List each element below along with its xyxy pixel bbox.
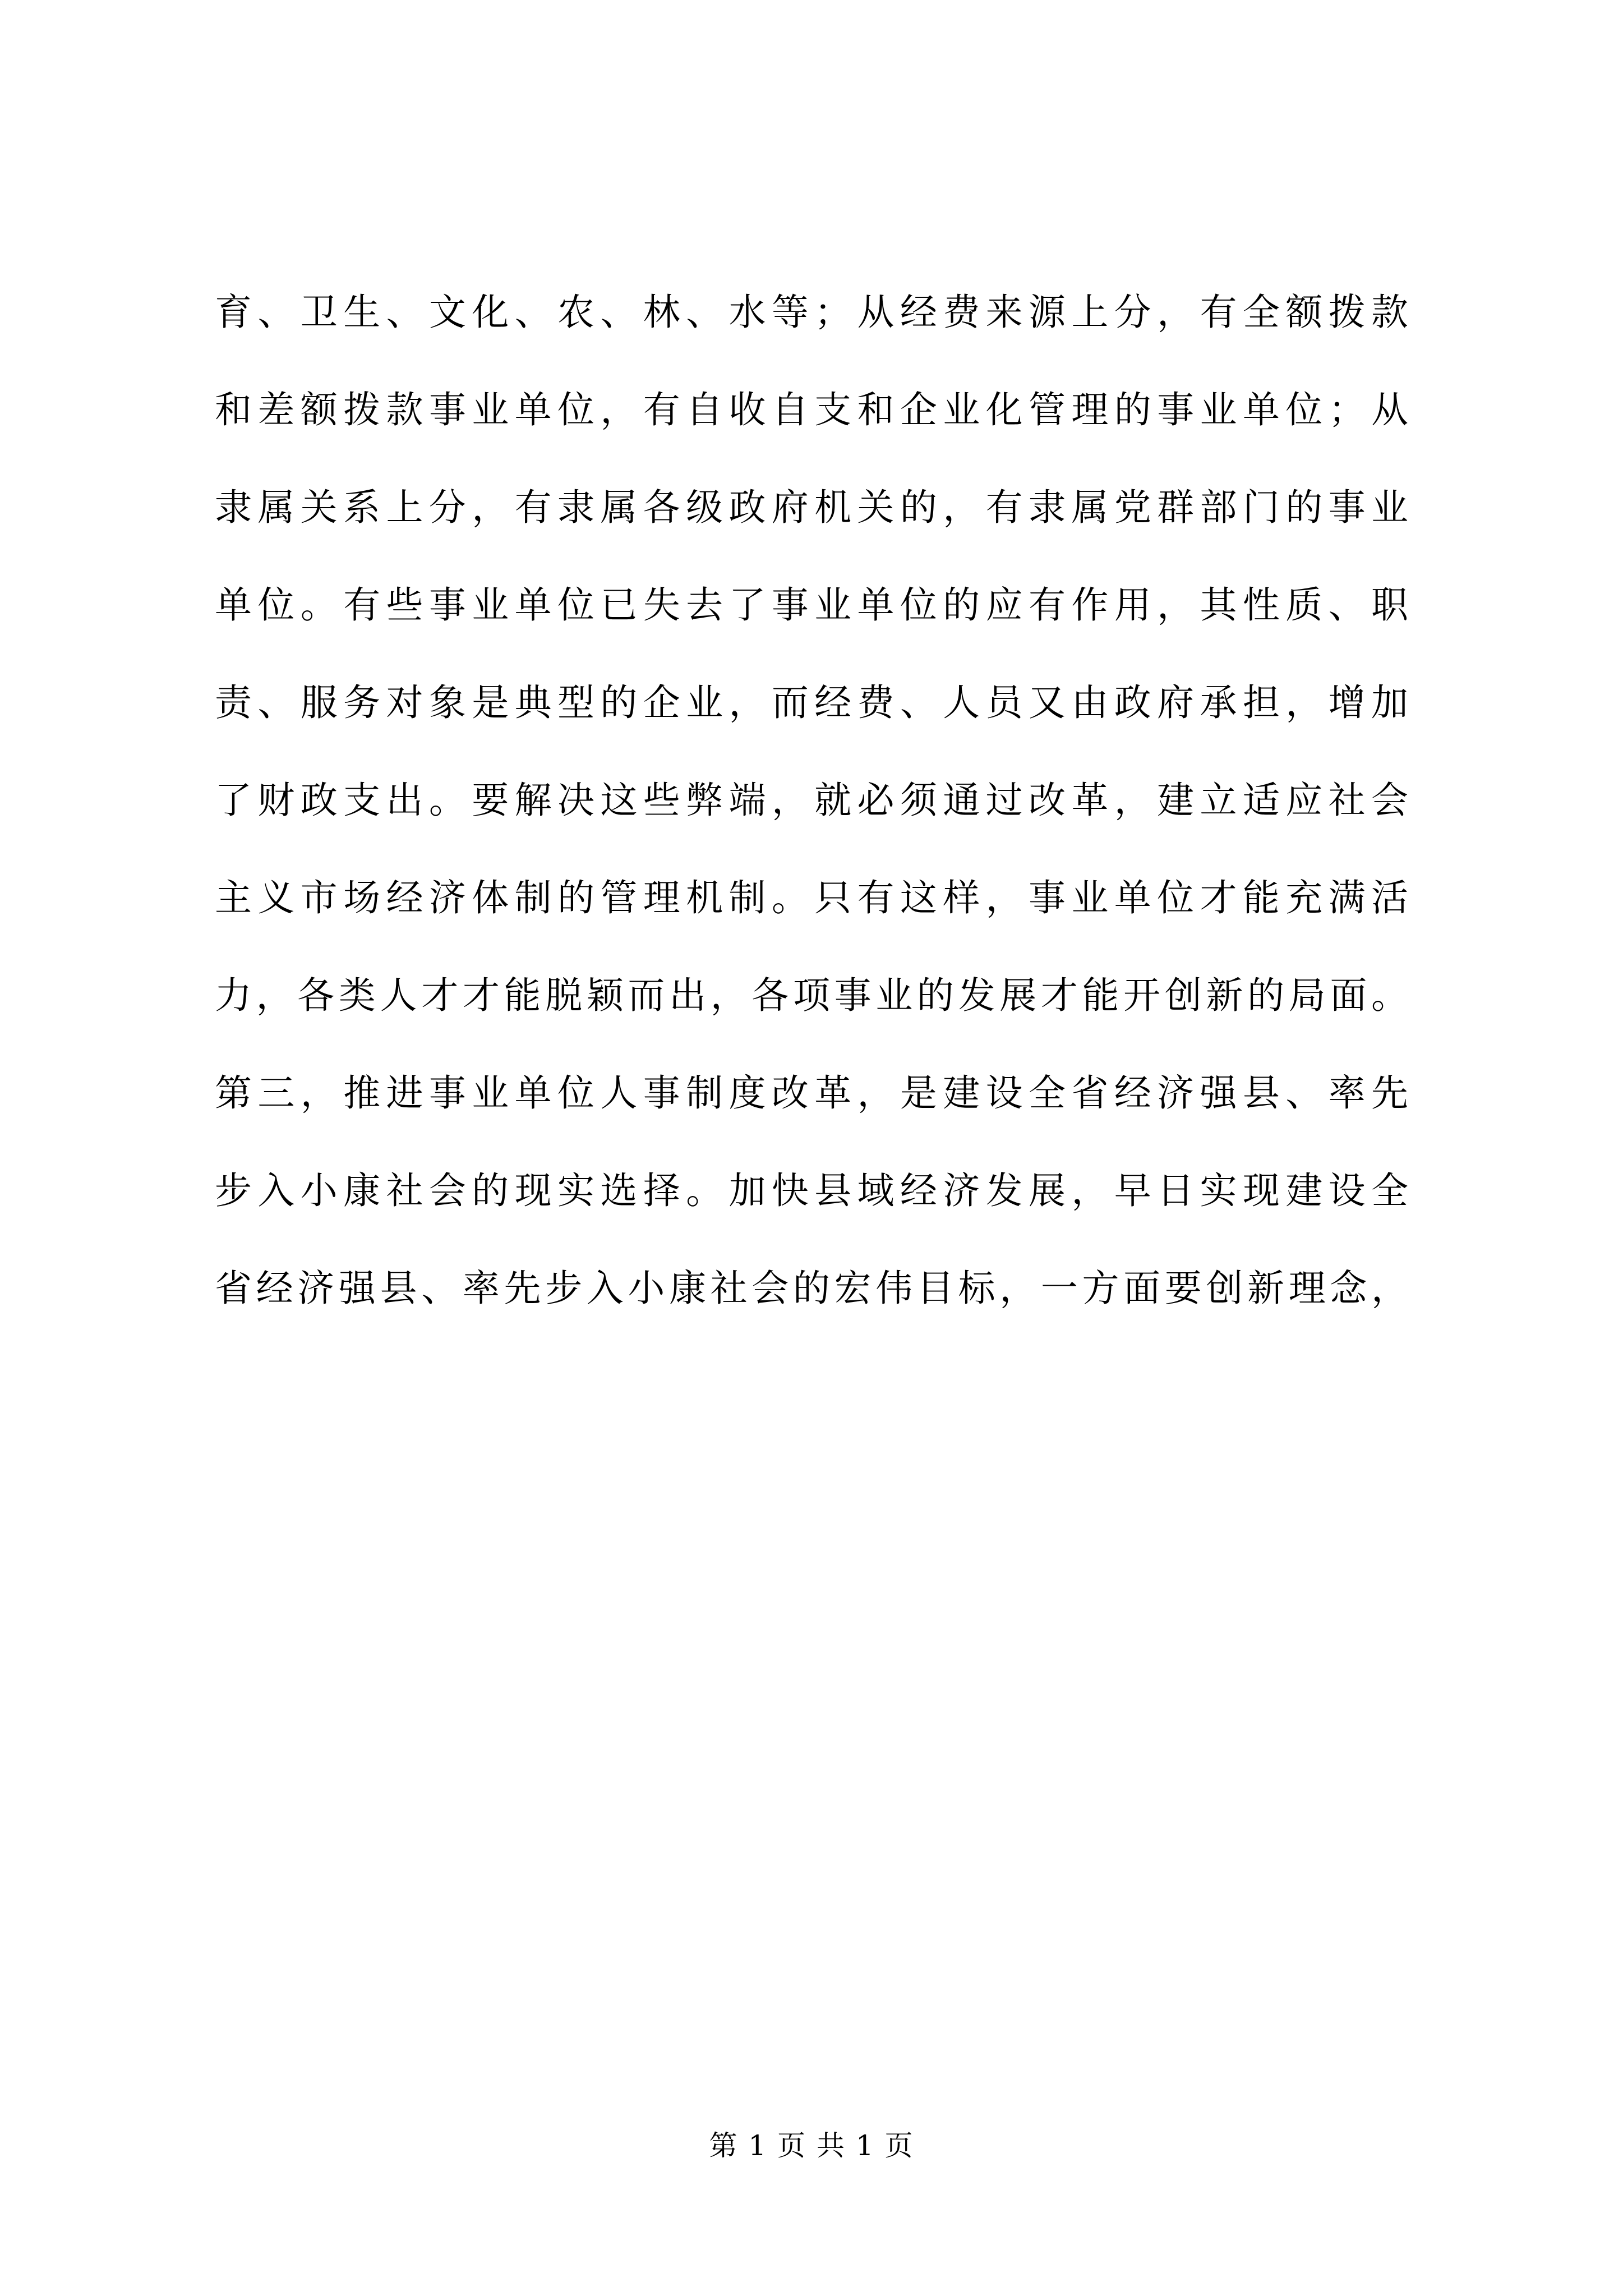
text-line: 单位。有些事业单位已失去了事业单位的应有作用，其性质、职 [215,583,1409,627]
text-line: 省经济强县、率先步入小康社会的宏伟目标，一方面要创新理念， [215,1267,1409,1310]
text-line: 步入小康社会的现实选择。加快县域经济发展，早日实现建设全 [215,1169,1409,1212]
text-line: 主义市场经济体制的管理机制。只有这样，事业单位才能充满活 [215,876,1409,919]
text-line: 了财政支出。要解决这些弊端，就必须通过改革，建立适应社会 [215,779,1409,822]
text-line: 责、服务对象是典型的企业，而经费、人员又由政府承担，增加 [215,681,1409,724]
body-text [215,264,1409,1337]
text-line: 第三，推进事业单位人事制度改革，是建设全省经济强县、率先 [215,1071,1409,1115]
text-line: 力，各类人才才能脱颖而出，各项事业的发展才能开创新的局面。 [215,974,1409,1017]
text-line: 隶属关系上分，有隶属各级政府机关的，有隶属党群部门的事业 [215,486,1409,529]
page-number: 第 1 页 共 1 页 [709,2129,914,2162]
text-line: 和差额拨款事业单位，有自收自支和企业化管理的事业单位；从 [215,388,1409,431]
text-line: 育、卫生、文化、农、林、水等；从经费来源上分，有全额拨款 [215,291,1409,334]
